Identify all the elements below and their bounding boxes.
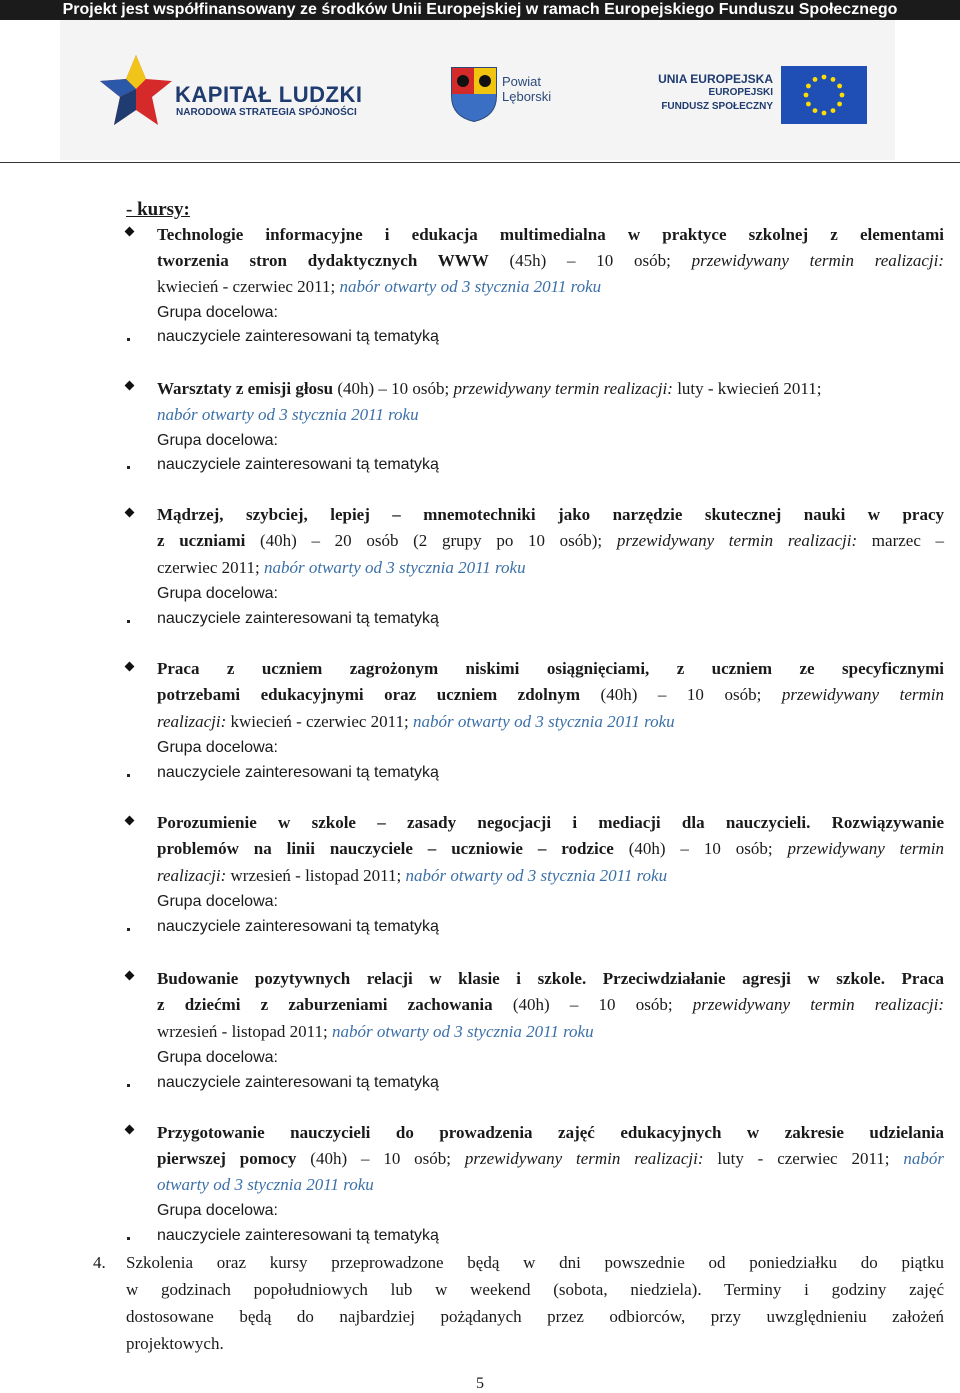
diamond-bullet-icon [125, 382, 134, 391]
point-4-line-4: projektowych. [126, 1334, 224, 1353]
point-4-number: 4. [93, 1253, 106, 1272]
square-bullet-icon [127, 774, 130, 777]
course-1-line-1: Technologie informacyjne i edukacja multimedialna w praktyce szkolnej z elementami [157, 225, 944, 244]
enrollment-note: nabór otwarty od 3 stycznia 2011 roku [332, 1022, 594, 1041]
square-bullet-icon [127, 620, 130, 623]
course-6-line-3: wrzesień - listopad 2011; nabór otwarty od 3 stycznia 2011 roku [157, 1022, 594, 1041]
powiat-coat-of-arms-icon [450, 66, 498, 122]
diamond-bullet-icon [125, 1126, 134, 1135]
group-value: nauczyciele zainteresowani tą tematyką [157, 764, 439, 781]
group-value: nauczyciele zainteresowani tą tematyką [157, 1227, 439, 1244]
diamond-bullet-icon [125, 509, 134, 518]
kapital-ludzki-logo-icon [100, 55, 172, 125]
diamond-bullet-icon [125, 972, 134, 981]
header-divider [0, 162, 960, 163]
group-value: nauczyciele zainteresowani tą tematyką [157, 610, 439, 627]
point-4-line-3: dostosowane będą do najbardziej pożądanych przez odbiorców, przy uwzględnieniu założeń [126, 1307, 944, 1326]
point-4-line-2: w godzinach popołudniowych lub w weekend (sobota, niedziela). Terminy i godziny zajęć [126, 1280, 944, 1299]
course-6-line-1: Budowanie pozytywnych relacji w klasie i szkole. Przeciwdziałanie agresji w szkole. Praca [157, 969, 944, 988]
eu-line1: UNIA EUROPEJSKA [658, 72, 773, 86]
eu-line2: EUROPEJSKI [708, 87, 773, 98]
point-4-line-1: Szkolenia oraz kursy przeprowadzone będą w dni powszednie od poniedziałku do piątku [126, 1253, 944, 1272]
group-value: nauczyciele zainteresowani tą tematyką [157, 456, 439, 473]
group-label: Grupa docelowa: [157, 739, 278, 756]
course-5-line-3: realizacji: wrzesień - listopad 2011; nabór otwarty od 3 stycznia 2011 roku [157, 866, 668, 885]
course-5-line-1: Porozumienie w szkole – zasady negocjacji i mediacji dla nauczycieli. Rozwiązywanie [157, 813, 944, 832]
eu-flag-icon [781, 66, 867, 124]
course-7-line-3: otwarty od 3 stycznia 2011 roku [157, 1175, 374, 1194]
kapital-ludzki-subtitle: NARODOWA STRATEGIA SPÓJNOŚCI [176, 107, 357, 118]
square-bullet-icon [127, 1237, 130, 1240]
course-4-line-3: realizacji: kwiecień - czerwiec 2011; nabór otwarty od 3 stycznia 2011 roku [157, 712, 675, 731]
group-value: nauczyciele zainteresowani tą tematyką [157, 918, 439, 935]
course-2-line-1: Warsztaty z emisji głosu (40h) – 10 osób; przewidywany termin realizacji: luty - kwiecień 2011; [157, 379, 822, 398]
page-number: 5 [476, 1375, 484, 1392]
course-3-line-3: czerwiec 2011; nabór otwarty od 3 stycznia 2011 roku [157, 558, 526, 577]
course-3-line-1: Mądrzej, szybciej, lepiej – mnemotechniki jako narzędzie skutecznej nauki w pracy [157, 505, 944, 524]
kapital-ludzki-title: KAPITAŁ LUDZKI [175, 82, 363, 107]
course-1-line-2: tworzenia stron dydaktycznych WWW (45h) – 10 osób; przewidywany termin realizacji: [157, 251, 944, 270]
square-bullet-icon [127, 928, 130, 931]
group-label: Grupa docelowa: [157, 432, 278, 449]
course-1-line-3: kwiecień - czerwiec 2011; nabór otwarty od 3 stycznia 2011 roku [157, 277, 602, 296]
course-2-line-2: nabór otwarty od 3 stycznia 2011 roku [157, 405, 419, 424]
enrollment-note: nabór otwarty od 3 stycznia 2011 roku [263, 558, 526, 577]
diamond-bullet-icon [125, 817, 134, 826]
square-bullet-icon [127, 466, 130, 469]
course-4-line-1: Praca z uczniem zagrożonym niskimi osiągnięciami, z uczniem ze specyficznymi [157, 659, 944, 678]
powiat-line1: Powiat [502, 74, 542, 89]
group-label: Grupa docelowa: [157, 585, 278, 602]
group-label: Grupa docelowa: [157, 1202, 278, 1219]
eu-fund-text [655, 72, 773, 114]
square-bullet-icon [127, 338, 130, 341]
eu-line3: FUNDUSZ SPOŁECZNY [661, 101, 773, 112]
group-label: Grupa docelowa: [157, 304, 278, 321]
group-label: Grupa docelowa: [157, 893, 278, 910]
course-7-line-1: Przygotowanie nauczycieli do prowadzenia zajęć edukacyjnych w zakresie udzielania [157, 1123, 944, 1142]
enrollment-note: nabór otwarty od 3 stycznia 2011 roku [339, 277, 602, 296]
course-3-line-2: z uczniami (40h) – 20 osób (2 grupy po 10 osób); przewidywany termin realizacji: marzec – [157, 531, 945, 550]
funding-banner: Projekt jest współfinansowany ze środków Unii Europejskiej w ramach Europejskiego Funduszu Społecznego [0, 0, 960, 20]
diamond-bullet-icon [125, 228, 134, 237]
enrollment-note: nabór otwarty od 3 stycznia 2011 roku [405, 866, 668, 885]
diamond-bullet-icon [125, 663, 134, 672]
course-4-line-2: potrzebami edukacyjnymi oraz uczniem zdolnym (40h) – 10 osób; przewidywany termin [157, 685, 945, 704]
enrollment-note: nabór otwarty od 3 stycznia 2011 roku [413, 712, 675, 731]
group-value: nauczyciele zainteresowani tą tematyką [157, 1074, 439, 1091]
section-title: - kursy: [126, 199, 190, 220]
powiat-name [502, 74, 551, 104]
course-7-line-2: pierwszej pomocy (40h) – 10 osób; przewidywany termin realizacji: luty - czerwiec 2011; nabór [157, 1149, 945, 1168]
group-value: nauczyciele zainteresowani tą tematyką [157, 328, 439, 345]
group-label: Grupa docelowa: [157, 1049, 278, 1066]
course-5-line-2: problemów na linii nauczyciele – uczniowie – rodzice (40h) – 10 osób; przewidywany termin [157, 839, 945, 858]
course-6-line-2: z dziećmi z zaburzeniami zachowania (40h) – 10 osób; przewidywany termin realizacji: [157, 995, 945, 1014]
powiat-line2: Lęborski [502, 89, 552, 104]
square-bullet-icon [127, 1084, 130, 1087]
